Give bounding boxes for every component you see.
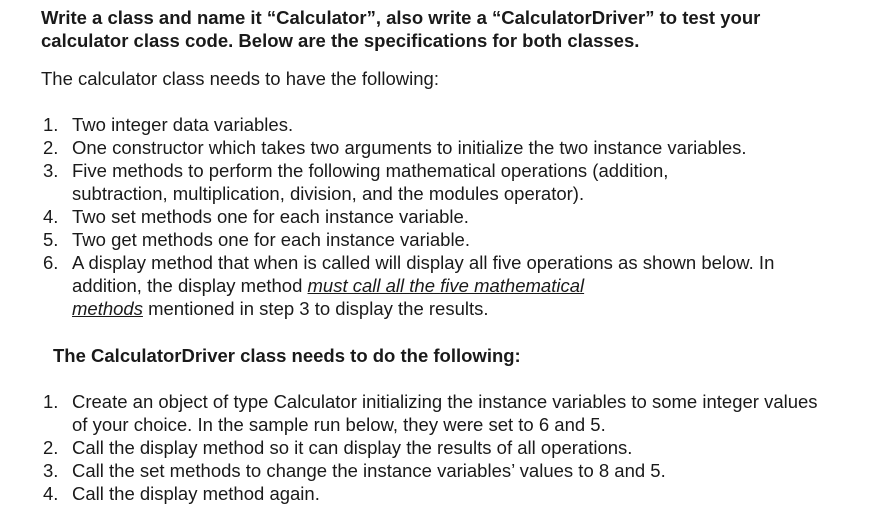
list-item-text: Call the set methods to change the instance variables’ values to 8 and 5. xyxy=(72,460,666,481)
list-number: 6. xyxy=(43,252,59,273)
list-item xyxy=(0,205,832,228)
list-number: 2. xyxy=(43,137,59,158)
list-number: 2. xyxy=(43,437,59,458)
list-item-text: Create an object of type Calculator initializing the instance variables to some integer values of your choice. In the sample run below, they were set to 6 and 5. xyxy=(72,391,818,435)
calculator-intro: The calculator class needs to have the following: xyxy=(41,68,439,89)
list-item xyxy=(0,228,832,251)
emphasized-text: must call all the five mathematical xyxy=(307,275,585,296)
list-number: 4. xyxy=(43,206,59,227)
list-item xyxy=(0,459,832,482)
underlined-text: methods xyxy=(72,298,143,319)
list-number: 1. xyxy=(43,114,59,135)
list-item xyxy=(0,113,832,136)
list-item xyxy=(0,436,832,459)
list-number: 5. xyxy=(43,229,59,250)
list-item-text: Call the display method again. xyxy=(72,483,320,504)
list-number: 3. xyxy=(43,160,59,181)
list-item-text-before: A display method that when is called will display all five operations as shown below. In addition, the display method xyxy=(72,252,775,296)
list-item xyxy=(0,136,832,159)
list-item-text: Two set methods one for each instance variable. xyxy=(72,206,469,227)
list-number: 4. xyxy=(43,483,59,504)
calculator-requirements-list xyxy=(0,113,832,320)
list-item-text: Two integer data variables. xyxy=(72,114,294,135)
list-item xyxy=(0,482,832,505)
driver-requirements-list xyxy=(0,390,832,505)
list-item-text-after: mentioned in step 3 to display the results. xyxy=(142,298,489,319)
list-number: 3. xyxy=(43,460,59,481)
list-item-text: Two get methods one for each instance variable. xyxy=(72,229,470,250)
list-number: 1. xyxy=(43,391,59,412)
list-item xyxy=(0,390,832,436)
list-item xyxy=(0,251,820,320)
list-item-text: Call the display method so it can display the results of all operations. xyxy=(72,437,633,458)
assignment-heading: Write a class and name it “Calculator”, also write a “CalculatorDriver” to test your calculator class code. Below are the specifications for both classes. xyxy=(41,7,761,51)
list-item xyxy=(0,159,732,205)
driver-heading: The CalculatorDriver class needs to do the following: xyxy=(53,345,521,366)
list-item-text: Five methods to perform the following mathematical operations (addition, subtraction, multiplication, division, and the modules operator). xyxy=(72,160,669,204)
list-item-text: One constructor which takes two arguments to initialize the two instance variables. xyxy=(72,137,747,158)
